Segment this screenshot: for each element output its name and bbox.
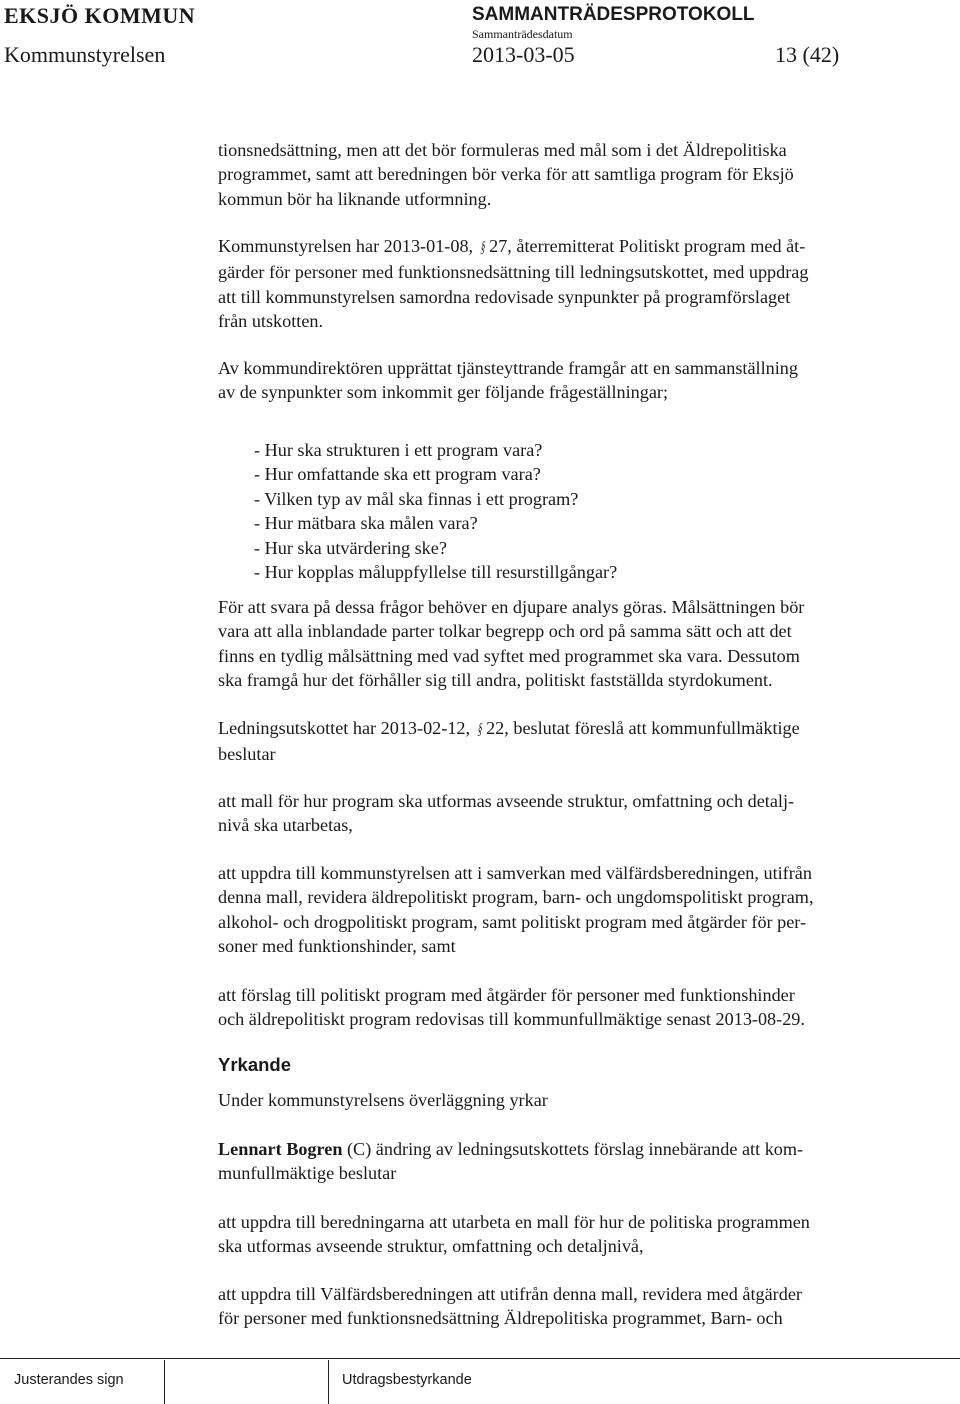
paragraph-att-template [218,789,918,838]
extract-certification-label: Utdragsbestyrkande [342,1372,472,1388]
text-line: Av kommundirektören upprättat tjänsteyttrande framgår att en sammanställning [218,358,798,378]
paragraph-intro-continuation [218,138,918,211]
text-line: att uppdra till Välfärdsberedningen att utifrån denna mall, revidera med åtgärder [218,1284,802,1304]
text-fragment: (C) ändring av ledningsutskottets förslag innebärande att kom- [342,1139,804,1159]
text-line: för personer med funktionsnedsättning Äldrepolitiska programmet, Barn- och [218,1308,783,1329]
text-line: att uppdra till beredningarna att utarbeta en mall för hur de politiska programmen [218,1212,810,1232]
paragraph-att-welfare [218,1282,918,1331]
body-name: Kommunstyrelsen [4,42,166,67]
text-fragment: 22, beslutat föreslå att kommunfullmäktige [486,718,800,738]
text-fragment: Ledningsutskottet har 2013-02-12, [218,718,471,738]
meeting-date: 2013-03-05 [472,42,575,67]
text-line: att uppdra till kommunstyrelsen att i samverkan med välfärdsberedningen, utifrån [218,863,812,883]
paragraph-att-proposal [218,983,918,1032]
text-line: munfullmäktige beslutar [218,1163,397,1184]
text-line: programmet, samt att beredningen bör verka för att samtliga program för Eksjö [218,164,794,185]
paragraph-committee-decision [218,716,918,767]
page-number: 13 (42) [775,42,840,67]
text-line: tionsnedsättning, men att det bör formuleras med mål som i det Äldrepolitiska [218,140,787,160]
text-line: gärder för personer med funktionsnedsättning till ledningsutskottet, med uppdrag [218,262,809,283]
text-line: och äldrepolitiskt program redovisas till kommunfullmäktige senast 2013-08-29. [218,1009,805,1030]
list-item: - Hur ska utvärdering ske? [254,537,447,558]
paragraph-statement [218,356,918,405]
paragraph-deliberation [218,1088,918,1112]
text-line: vara att alla inblandade parter tolkar begrepp och ord på samma sätt och att det [218,621,792,642]
footer-divider [0,1358,960,1359]
list-item: - Hur kopplas måluppfyllelse till resurstillgångar? [254,562,618,583]
text-line: finns en tydlig målsättning med vad syftet med programmet ska vara. Dessutom [218,645,800,666]
section-heading: Yrkande [218,1054,292,1075]
text-line: att förslag till politiskt program med åtgärder för personer med funktionshinder [218,985,795,1005]
text-line: att mall för hur program ska utformas avseende struktur, omfattning och detalj- [218,791,795,811]
text-fragment: Kommunstyrelsen har 2013-01-08, [218,236,474,256]
text-line: kommun bör ha liknande utformning. [218,188,492,209]
text-line: Under kommunstyrelsens överläggning yrkar [218,1090,548,1110]
section-sign-icon: § [479,239,487,256]
document-type: SAMMANTRÄDESPROTOKOLL [472,4,755,25]
text-line: alkohol- och drogpolitiskt program, samt politiskt program med åtgärder för per- [218,911,807,932]
text-line: beslutar [218,744,276,765]
section-sign-icon: § [476,721,484,738]
organization-name: EKSJÖ KOMMUN [4,3,196,28]
question-list [254,438,617,584]
speaker-name: Lennart Bogren [218,1139,343,1159]
text-line: nivå ska utarbetas, [218,815,353,836]
text-line: ska utformas avseende struktur, omfattning och detaljnivå, [218,1236,644,1257]
text-line: att till kommunstyrelsen samordna redovisade synpunkter på programförslaget [218,286,791,307]
paragraph-att-committees [218,1210,918,1259]
list-item: - Vilken typ av mål ska finnas i ett program? [254,488,579,509]
footer-separator [164,1360,165,1404]
date-label: Sammanträdesdatum [472,27,573,41]
text-line: För att svara på dessa frågor behöver en djupare analys göras. Målsättningen bör [218,597,805,617]
footer-separator [328,1360,329,1404]
text-line: ska framgå hur det förhåller sig till andra, politiskt fastställda styrdokument. [218,670,773,691]
text-line: från utskotten. [218,311,324,332]
text-line: soner med funktionshinder, samt [218,936,456,957]
list-item: - Hur omfattande ska ett program vara? [254,464,541,485]
list-item: - Hur mätbara ska målen vara? [254,513,478,534]
text-fragment: 27, återremitterat Politiskt program med åt- [489,236,806,256]
list-item: - Hur ska strukturen i ett program vara? [254,440,543,460]
paragraph-motion [218,1137,918,1186]
paragraph-remittance [218,234,918,334]
paragraph-att-revise [218,861,918,959]
paragraph-analysis [218,595,918,693]
text-line: av de synpunkter som inkommit ger följande frågeställningar; [218,382,669,403]
signature-label: Justerandes sign [14,1372,124,1388]
text-line: denna mall, revidera äldrepolitiskt program, barn- och ungdomspolitiskt program, [218,887,814,908]
